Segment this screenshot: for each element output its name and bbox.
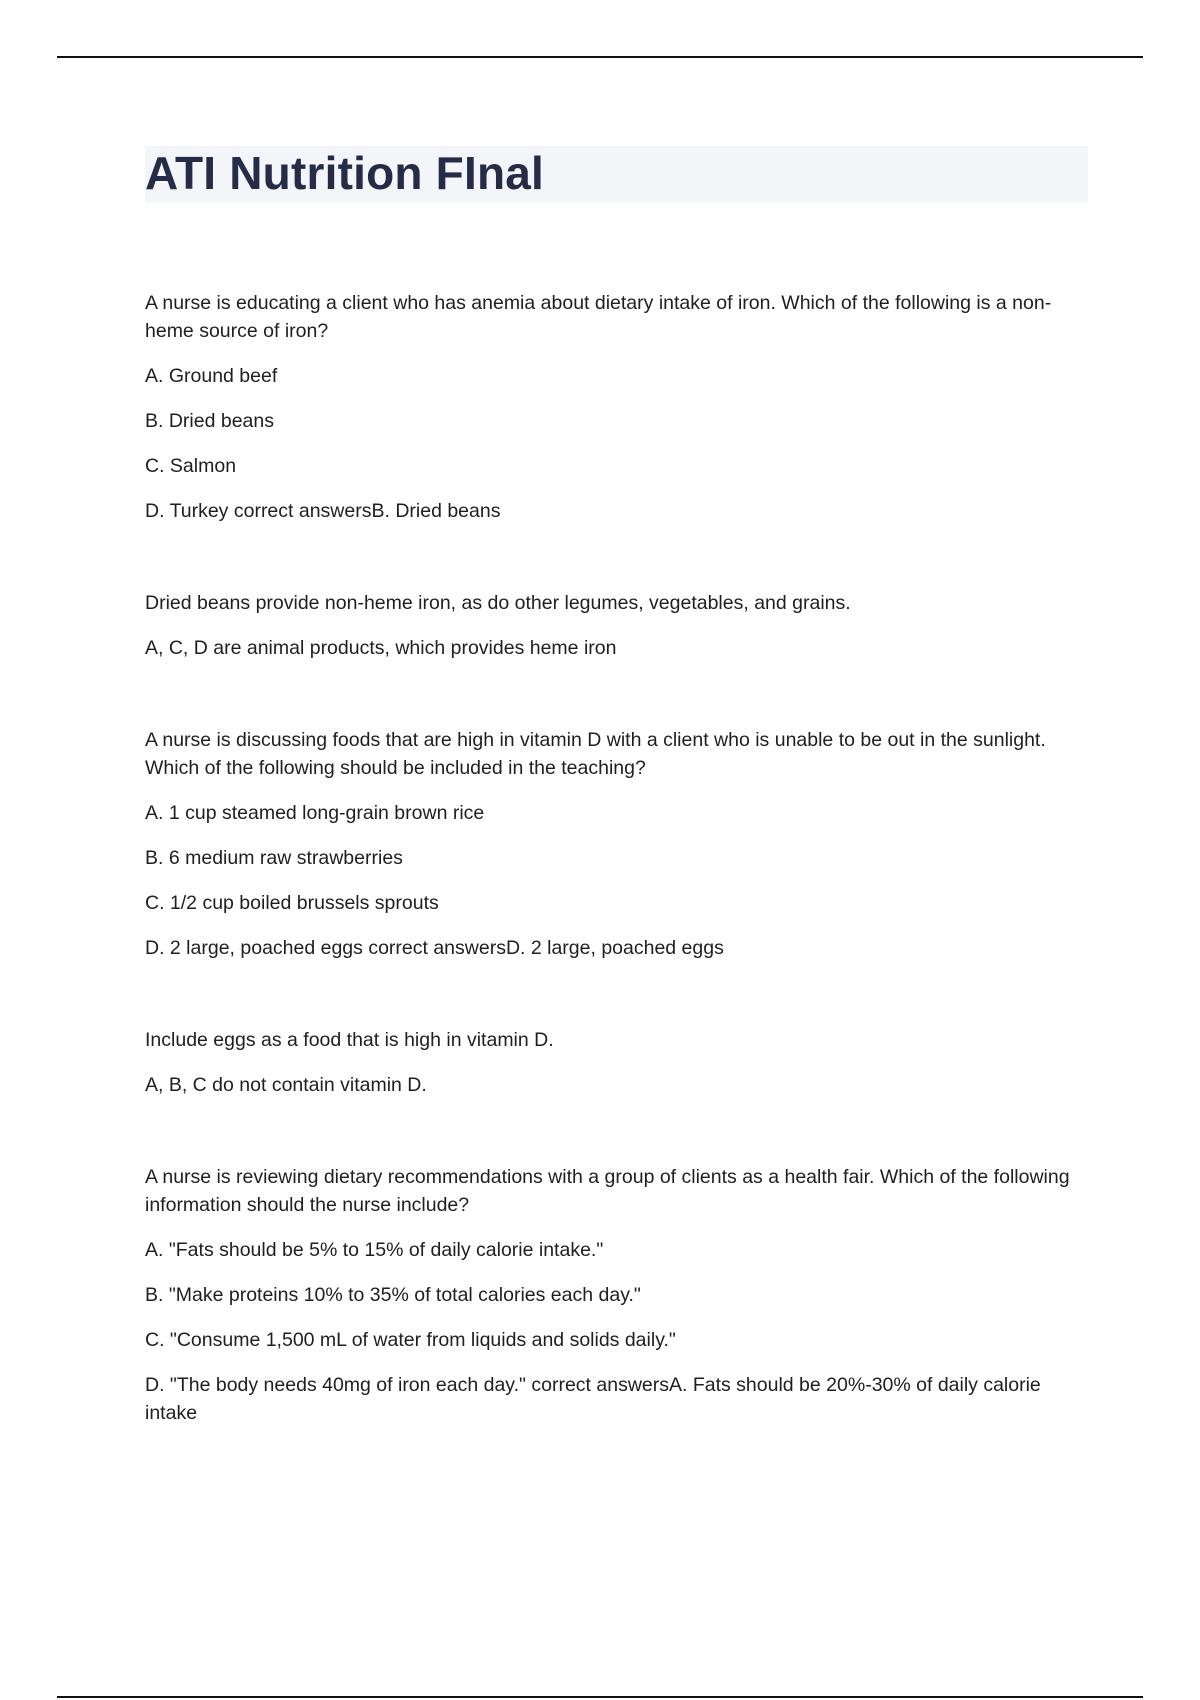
question-block-2: [145, 726, 1095, 962]
answer-option-with-correct-answer: D. Turkey correct answersB. Dried beans: [145, 500, 501, 522]
answer-option: B. Dried beans: [145, 410, 274, 432]
rationale-block-1: [145, 589, 1095, 662]
answer-option-with-correct-answer: D. "The body needs 40mg of iron each day." correct answersA. Fats should be 20%-30% of daily calorie intake: [145, 1374, 1041, 1424]
answer-option: C. 1/2 cup boiled brussels sprouts: [145, 892, 439, 914]
answer-option-with-correct-answer: D. 2 large, poached eggs correct answersD. 2 large, poached eggs: [145, 937, 724, 959]
rationale-text: A, C, D are animal products, which provides heme iron: [145, 637, 617, 659]
answer-option: C. Salmon: [145, 455, 237, 477]
question-text: A nurse is educating a client who has anemia about dietary intake of iron. Which of the following is a non-heme source of iron?: [145, 292, 1052, 342]
answer-option: A. Ground beef: [145, 365, 278, 387]
answer-option: B. "Make proteins 10% to 35% of total calories each day.": [145, 1284, 641, 1306]
rationale-text: Include eggs as a food that is high in vitamin D.: [145, 1029, 554, 1051]
answer-option: A. 1 cup steamed long-grain brown rice: [145, 802, 485, 824]
page-top-rule: [57, 56, 1143, 58]
answer-option: A. "Fats should be 5% to 15% of daily calorie intake.": [145, 1239, 604, 1261]
rationale-text: A, B, C do not contain vitamin D.: [145, 1074, 427, 1096]
question-text: A nurse is discussing foods that are high in vitamin D with a client who is unable to be out in the sunlight. Which of the following should be included in the teaching?: [145, 729, 1046, 779]
rationale-block-2: [145, 1026, 1095, 1099]
answer-option: C. "Consume 1,500 mL of water from liquids and solids daily.": [145, 1329, 676, 1351]
question-text: A nurse is reviewing dietary recommendations with a group of clients as a health fair. Which of the following information should the nurse include?: [145, 1166, 1070, 1216]
page-bottom-rule: [57, 1696, 1143, 1698]
question-block-1: [145, 289, 1095, 525]
rationale-text: Dried beans provide non-heme iron, as do other legumes, vegetables, and grains.: [145, 592, 851, 614]
question-block-3: [145, 1163, 1095, 1427]
document-body: [145, 289, 1095, 1491]
answer-option: B. 6 medium raw strawberries: [145, 847, 403, 869]
document-title: ATI Nutrition FInal: [145, 147, 545, 199]
